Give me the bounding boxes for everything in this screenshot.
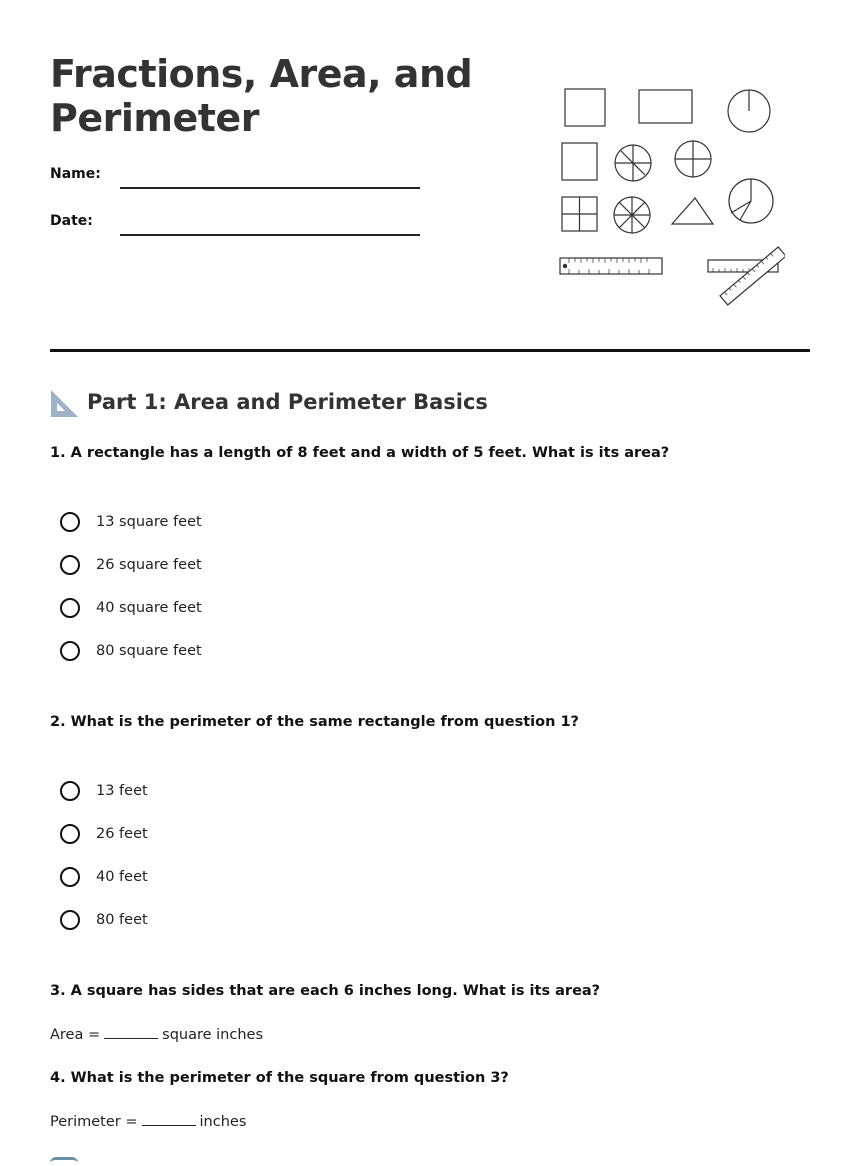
q3-answer-line bbox=[50, 1024, 263, 1043]
radio-button[interactable] bbox=[60, 824, 80, 844]
date-label: Date: bbox=[50, 213, 93, 229]
circle-eighths-icon bbox=[614, 197, 650, 233]
option-label: 40 feet bbox=[96, 869, 148, 885]
name-field[interactable] bbox=[120, 187, 420, 189]
circle-halves-icon bbox=[728, 90, 770, 132]
q1-option-c[interactable] bbox=[60, 595, 202, 621]
header-divider bbox=[50, 349, 810, 352]
circle-sixths-icon bbox=[615, 145, 651, 181]
q4-answer-line bbox=[50, 1111, 246, 1130]
q1-option-d[interactable] bbox=[60, 638, 202, 664]
circle-quarters-icon bbox=[675, 141, 711, 177]
triangle-icon bbox=[672, 198, 713, 224]
answer-prefix: Perimeter = bbox=[50, 1114, 138, 1130]
set-square-icon bbox=[50, 388, 80, 418]
option-label: 13 square feet bbox=[96, 514, 202, 530]
radio-button[interactable] bbox=[60, 910, 80, 930]
answer-prefix: Area = bbox=[50, 1027, 101, 1043]
section-title: Part 1: Area and Perimeter Basics bbox=[87, 390, 488, 414]
option-label: 13 feet bbox=[96, 783, 148, 799]
q3-answer-blank[interactable] bbox=[104, 1024, 158, 1039]
name-label: Name: bbox=[50, 166, 101, 182]
option-label: 80 square feet bbox=[96, 643, 202, 659]
question-2: 2. What is the perimeter of the same rectangle from question 1? bbox=[50, 714, 579, 730]
option-label: 26 square feet bbox=[96, 557, 202, 573]
question-1: 1. A rectangle has a length of 8 feet and a width of 5 feet. What is its area? bbox=[50, 445, 670, 461]
geometry-shapes-illustration bbox=[555, 82, 785, 306]
option-label: 80 feet bbox=[96, 912, 148, 928]
radio-button[interactable] bbox=[60, 641, 80, 661]
square-quarters-icon bbox=[562, 197, 597, 231]
rectangle-icon bbox=[639, 90, 692, 123]
q2-option-b[interactable] bbox=[60, 821, 148, 847]
square-icon bbox=[565, 89, 605, 126]
question-4: 4. What is the perimeter of the square from question 3? bbox=[50, 1070, 509, 1086]
radio-button[interactable] bbox=[60, 867, 80, 887]
q2-option-d[interactable] bbox=[60, 907, 148, 933]
q2-option-a[interactable] bbox=[60, 778, 148, 804]
q2-option-c[interactable] bbox=[60, 864, 148, 890]
next-section-icon bbox=[50, 1157, 78, 1166]
q1-option-b[interactable] bbox=[60, 552, 202, 578]
date-field[interactable] bbox=[120, 234, 420, 236]
q4-answer-blank[interactable] bbox=[142, 1111, 196, 1126]
radio-button[interactable] bbox=[60, 512, 80, 532]
q1-option-a[interactable] bbox=[60, 509, 202, 535]
option-label: 40 square feet bbox=[96, 600, 202, 616]
option-label: 26 feet bbox=[96, 826, 148, 842]
radio-button[interactable] bbox=[60, 781, 80, 801]
answer-suffix: inches bbox=[199, 1114, 247, 1130]
radio-button[interactable] bbox=[60, 598, 80, 618]
question-3: 3. A square has sides that are each 6 inches long. What is its area? bbox=[50, 983, 601, 999]
page-title: Fractions, Area, and Perimeter bbox=[50, 52, 473, 140]
crossed-rulers-icon bbox=[708, 247, 785, 305]
ruler-icon bbox=[560, 258, 662, 274]
answer-suffix: square inches bbox=[162, 1027, 264, 1043]
radio-button[interactable] bbox=[60, 555, 80, 575]
circle-thirds-icon bbox=[729, 179, 773, 223]
square-icon bbox=[562, 143, 597, 180]
